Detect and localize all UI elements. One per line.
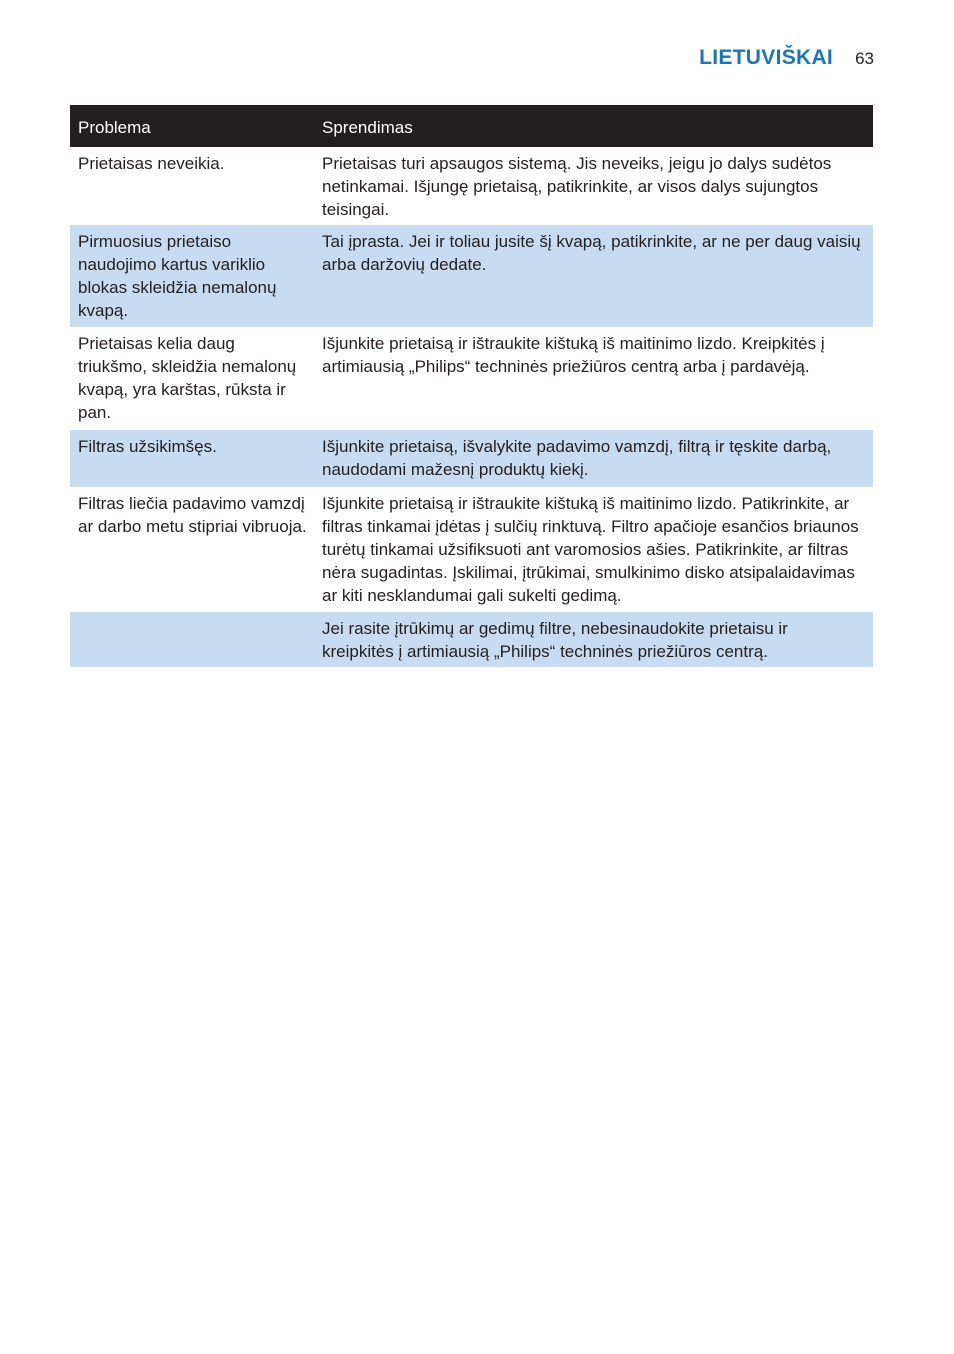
problem-cell: Prietaisas neveikia. <box>78 154 225 173</box>
table-header-row <box>70 105 873 147</box>
language-title: LIETUVIŠKAI <box>699 46 834 69</box>
table-row <box>70 147 873 225</box>
solution-cell: Išjunkite prietaisą, išvalykite padavimo vamzdį, filtrą ir tęskite darbą, naudodami mažesnį produktų kiekį. <box>322 437 832 479</box>
problem-cell: Filtras užsikimšęs. <box>78 437 217 456</box>
solution-cell: Jei rasite įtrūkimų ar gedimų filtre, nebesinaudokite prietaisu ir kreipkitės į artimiausią „Philips“ techninės priežiūros centrą. <box>322 619 788 661</box>
solution-cell: Išjunkite prietaisą ir ištraukite kištuką iš maitinimo lizdo. Patikrinkite, ar filtras tinkamai įdėtas į sulčių rinktuvą. Filtro apačioje esančios briaunos turėtų tinkamai užsifiksuoti ant varomosios ašies. Patikrinkite, ar filtras nėra sugadintas. Įskilimai, įtrūkimai, smulkinimo disko atsipalaidavimas ar kiti nesklandumai gali sukelti gedimą. <box>322 494 859 605</box>
column-header-solution: Sprendimas <box>322 118 413 137</box>
table-row <box>70 612 873 667</box>
table-row <box>70 430 873 487</box>
problem-cell: Filtras liečia padavimo vamzdį ar darbo metu stipriai vibruoja. <box>78 494 307 536</box>
column-header-problem: Problema <box>78 118 151 137</box>
solution-cell: Prietaisas turi apsaugos sistemą. Jis neveiks, jeigu jo dalys sudėtos netinkamai. Išjungę prietaisą, patikrinkite, ar visos dalys sujungtos teisingai. <box>322 154 832 219</box>
table-row <box>70 225 873 327</box>
solution-cell: Tai įprasta. Jei ir toliau jusite šį kvapą, patikrinkite, ar ne per daug vaisių arba daržovių dedate. <box>322 232 861 274</box>
problem-cell <box>70 612 314 667</box>
problem-cell: Pirmuosius prietaiso naudojimo kartus variklio blokas skleidžia nemalonų kvapą. <box>78 232 277 320</box>
page-number: 63 <box>855 49 874 68</box>
solution-cell: Išjunkite prietaisą ir ištraukite kištuką iš maitinimo lizdo. Kreipkitės į artimiausią „Philips“ techninės priežiūros centrą arba į pardavėją. <box>322 334 825 376</box>
troubleshooting-table <box>70 105 873 667</box>
table-row <box>70 327 873 430</box>
page-header <box>699 46 874 70</box>
table-row <box>70 487 873 612</box>
problem-cell: Prietaisas kelia daug triukšmo, skleidžia nemalonų kvapą, yra karštas, rūksta ir pan. <box>78 334 297 422</box>
